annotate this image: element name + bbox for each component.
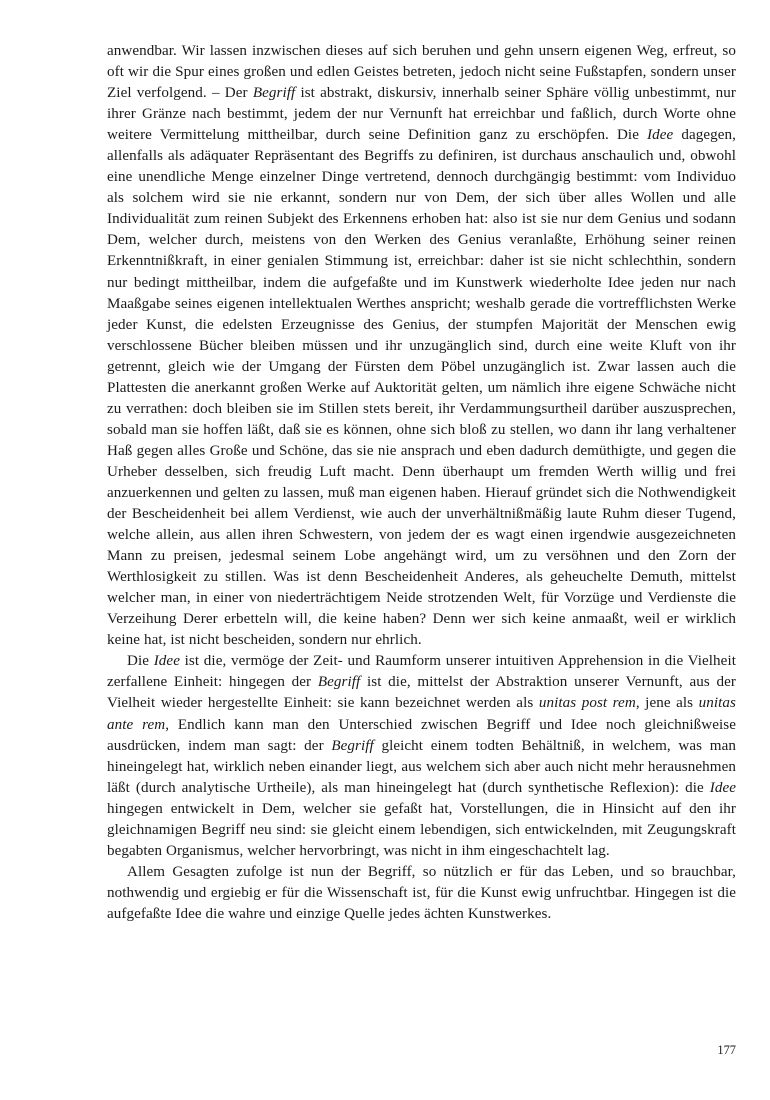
emphasis-term: unitas post rem <box>538 695 636 712</box>
emphasis-term: Idee <box>647 127 674 144</box>
body-paragraph: Allem Gesagten zufolge ist nun der Begriff, so nützlich er für das Leben, und so brauchbar, nothwendig und ergiebig er für die Wissenschaft ist, für die Kunst ewig unfruchtbar. Hingegen ist die aufgefaßte Idee die wahre und einzige Quelle jedes ächten Kunstwerkes. <box>107 863 736 922</box>
emphasis-term: Begriff <box>317 674 361 691</box>
body-paragraph: Die Idee ist die, vermöge der Zeit- und Raumform unserer intuitiven Apprehension in die Vielheit zerfallene Einheit: hingegen der Begriff ist die, mittelst der Abstraktion unserer Vernunft, aus der Vielheit wieder hergestellte Einheit: sie kann bezeichnet werden als unitas post rem, jene als unitas ante rem, Endlich kann man den Unterschied zwischen Begriff und Idee noch gleichnißweise ausdrücken, indem man sagt: der Begriff gleicht einem todten Behältniß, in welchem, was man hineingelegt hat, wirklich neben einander liegt, aus welchem sich aber auch nicht mehr herausnehmen läßt (durch analytische Urtheile), als man hineingelegt hat (durch synthetische Reflexion): die Idee hingegen entwickelt in Dem, welcher sie gefaßt hat, Vorstellungen, die in Hinsicht auf den ihr gleichnamigen Begriff neu sind: sie gleicht einem lebendigen, sich entwickelnden, mit Zeugungskraft begabten Organismus, welcher hervorbringt, was nicht in ihm eingeschachtelt lag. <box>107 653 736 859</box>
emphasis-term: Begriff <box>331 737 374 754</box>
emphasis-term: Begriff <box>252 85 296 102</box>
body-text-block <box>107 41 736 925</box>
body-paragraph: anwendbar. Wir lassen inzwischen dieses auf sich beruhen und gehn unsern eigenen Weg, erfreut, so oft wir die Spur eines großen und edlen Geistes betreten, jedoch nicht seine Fußstapfen, sondern unser Ziel verfolgend. – Der Begriff ist abstrakt, diskursiv, innerhalb seiner Sphäre völlig unbestimmt, nur ihrer Gränze nach bestimmt, jedem der nur Vernunft hat erreichbar und faßlich, durch Worte ohne weitere Vermittelung mittheilbar, durch seine Definition ganz zu erschöpfen. Die Idee dagegen, allenfalls als adäquater Repräsentant des Begriffs zu definiren, ist durchaus anschaulich und, obwohl eine unendliche Menge einzelner Dinge vertretend, dennoch durchgängig bestimmt: vom Individuo als solchem wird sie nie erkannt, sondern nur von Dem, der sich über alles Wollen und alle Individualität zum reinen Subjekt des Erkennens erhoben hat: also ist sie nur dem Genius und sodann Dem, welcher durch, meistens von den Werken des Genius veranlaßte, Erhöhung seiner reinen Erkenntnißkraft, in einer genialen Stimmung ist, erreichbar: daher ist sie nicht schlechthin, sondern nur bedingt mittheilbar, indem die aufgefaßte und im Kunstwerk wiederholte Idee jeden nur nach Maaßgabe seines eigenen intellektualen Werthes anspricht; weshalb gerade die vortrefflichsten Werke jeder Kunst, die edelsten Erzeugnisse des Genius, der stumpfen Majorität der Menschen ewig verschlossene Bücher bleiben müssen und ihr unzugänglich sind, durch eine weite Kluft von ihr getrennt, gleich wie der Umgang der Fürsten dem Pöbel unzugänglich ist. Zwar lassen auch die Plattesten die anerkannt großen Werke auf Auktorität gelten, um nämlich ihre eigene Schwäche nicht zu verrathen: doch bleiben sie im Stillen stets bereit, ihr Verdammungsurtheil darüber auszusprechen, sobald man sie hoffen läßt, daß sie es können, ohne sich bloß zu stellen, wo dann ihr lang verhaltener Haß gegen alles Große und Schöne, das sie nie ansprach und eben dadurch demüthigte, und gegen die Urheber desselben, sich freudig Luft macht. Denn überhaupt um fremden Werth willig und frei anzuerkennen und gelten zu lassen, muß man eigenen haben. Hierauf gründet sich die Nothwendigkeit der Bescheidenheit bei allem Verdienst, wie auch der unverhältnißmäßig laute Ruhm dieser Tugend, welche allein, aus allen ihren Schwestern, von jedem der es wagt einen irgendwie ausgezeichneten Mann zu preisen, jedesmal seinem Lobe angehängt wird, um zu versöhnen und den Zorn der Werthlosigkeit zu stillen. Was ist denn Bescheidenheit Anderes, als geheuchelte Demuth, mittelst welcher man, in einer von niederträchtigem Neide strotzenden Welt, für Vorzüge und Verdienste die Verzeihung Derer erbetteln will, die keine haben? Denn wer sich keine anmaaßt, weil er wirklich keine hat, ist nicht bescheiden, sondern nur ehrlich. <box>107 43 736 649</box>
emphasis-term: unitas ante rem <box>107 695 736 733</box>
emphasis-term: Idee <box>153 653 180 670</box>
page-number: 177 <box>717 1043 736 1057</box>
emphasis-term: Idee <box>709 779 736 796</box>
